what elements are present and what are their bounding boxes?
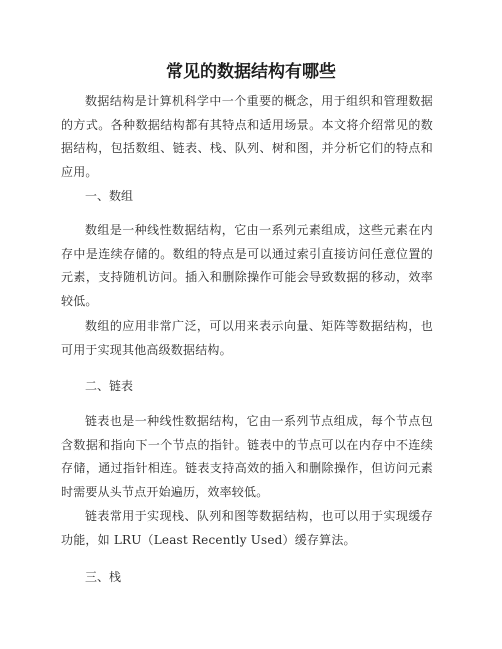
section-heading-array: 一、数组 (85, 189, 134, 203)
section-heading-stack: 三、栈 (85, 570, 122, 584)
linked-list-paragraph-1: 链表也是一种线性数据结构，它由一系列节点组成，每个节点包含数据和指向下一个节点的指针。链表中的节点可以在内存中不连续存储，通过指针相连。链表支持高效的插入和删除操作，但访问元素时需要从头节点开始遍历，效率较低。 (61, 414, 433, 499)
linked-list-paragraph-2: 链表常用于实现栈、队列和图等数据结构，也可以用于实现缓存功能，如 LRU（Least Recently Used）缓存算法。 (61, 509, 433, 547)
section-heading-linked-list: 二、链表 (85, 379, 134, 393)
intro-paragraph: 数据结构是计算机科学中一个重要的概念，用于组织和管理数据的方式。各种数据结构都有其特点和适用场景。本文将介绍常见的数据结构，包括数组、链表、栈、队列、树和图，并分析它们的特点和应用。 (61, 94, 433, 179)
document-title: 常见的数据结构有哪些 (166, 62, 336, 82)
array-paragraph-1: 数组是一种线性数据结构，它由一系列元素组成，这些元素在内存中是连续存储的。数组的特点是可以通过索引直接访问任意位置的元素，支持随机访问。插入和删除操作可能会导致数据的移动，效率较低。 (61, 223, 433, 308)
array-paragraph-2: 数组的应用非常广泛，可以用来表示向量、矩阵等数据结构，也可用于实现其他高级数据结构。 (61, 319, 433, 357)
